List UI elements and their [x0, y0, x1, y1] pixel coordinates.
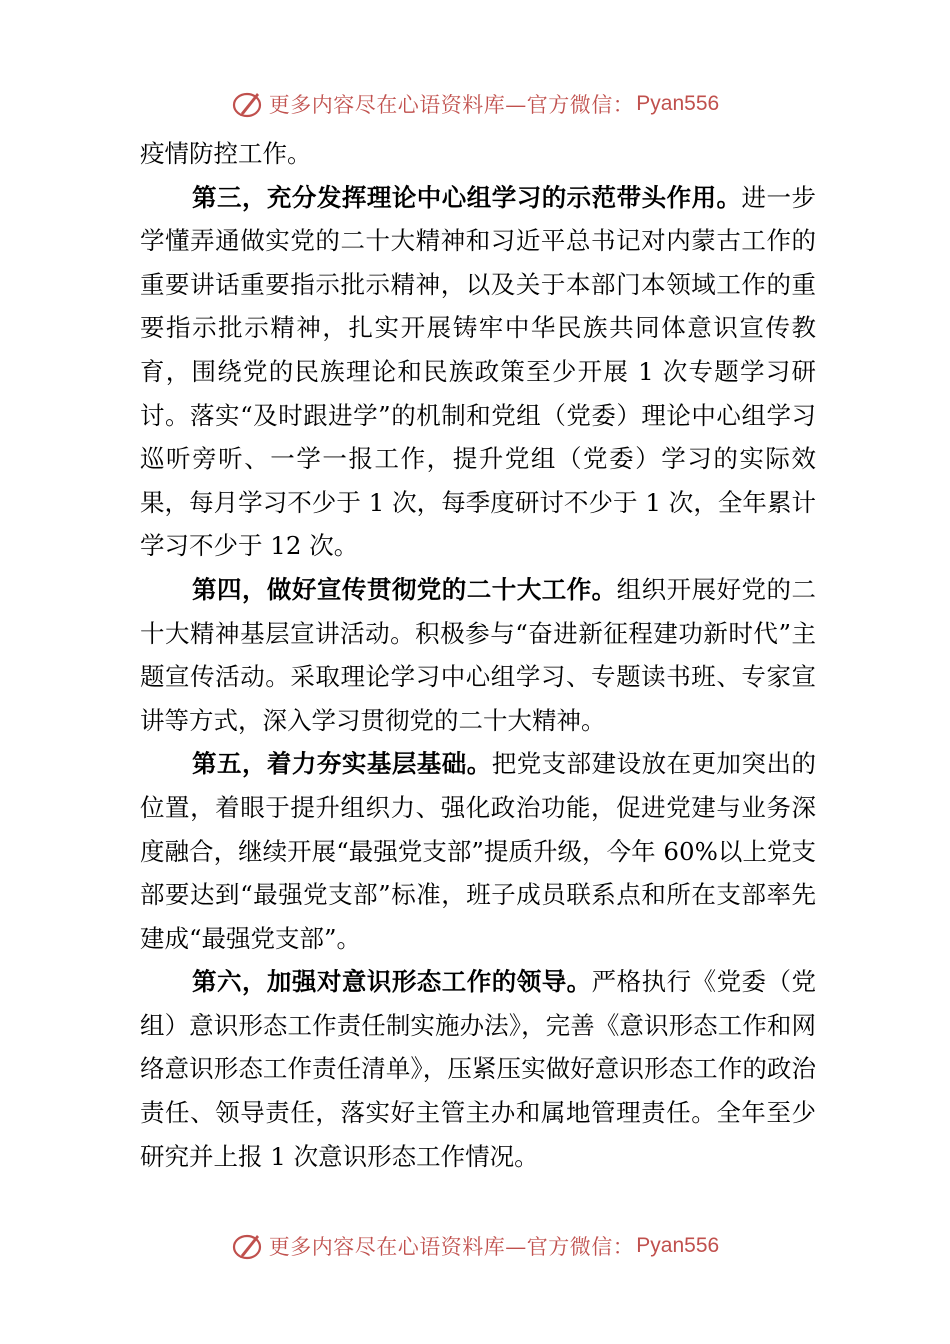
paragraph-continuation [140, 132, 816, 176]
paragraph-heading: 第四，做好宣传贯彻党的二十大工作。 [192, 574, 617, 604]
banner-wechat-id: Pyan556 [636, 1234, 720, 1257]
paragraph-heading: 第三，充分发挥理论中心组学习的示范带头作用。 [192, 182, 742, 212]
paragraph-4 [140, 568, 816, 742]
paragraph-heading: 第五，着力夯实基层基础。 [192, 749, 492, 779]
banner-wechat-id: Pyan556 [636, 92, 720, 115]
paragraph-text: 严格执行《党委（党组）意识形态工作责任制实施办法》，完善《意识形态工作和网络意识形态工作责任清单》，压紧压实做好意识形态工作的政治责任、领导责任，落实好主管主办和属地管理责任。全年至少研究并上报 1 次意识形态工作情况。 [140, 967, 817, 1171]
paragraph-5 [140, 742, 816, 960]
header-banner [0, 84, 950, 124]
paragraph-text: 组织开展好党的二十大精神基层宣讲活动。积极参与“奋进新征程建功新时代”主题宣传活动。采取理论学习中心组学习、专题读书班、专家宣讲等方式，深入学习贯彻党的二十大精神。 [140, 574, 817, 735]
paragraph-heading: 第六，加强对意识形态工作的领导。 [192, 967, 592, 997]
footer-banner [0, 1226, 950, 1266]
paragraph-text: 进一步学懂弄通做实党的二十大精神和习近平总书记对内蒙古工作的重要讲话重要指示批示精神，以及关于本部门本领域工作的重要指示批示精神，扎实开展铸牢中华民族共同体意识宣传教育，围绕党的民族理论和民族政策至少开展 1 次专题学习研讨。落实“及时跟进学”的机制和党组（党委）理论中心组学习巡听旁听、一学一报工作，提升党组（党委）学习的实际效果，每月学习不少于 1 次，每季度研讨不少于 1 次，全年累计学习不少于 12 次。 [140, 182, 817, 561]
banner-text: 更多内容尽在心语资料库—官方微信： [268, 1235, 635, 1259]
quill-pen-logo-icon [231, 87, 265, 121]
quill-pen-logo-icon [231, 1229, 265, 1263]
document-body [140, 132, 816, 1178]
banner-text: 更多内容尽在心语资料库—官方微信： [268, 93, 635, 117]
paragraph-6 [140, 960, 816, 1178]
paragraph-text: 把党支部建设放在更加突出的位置，着眼于提升组织力、强化政治功能，促进党建与业务深度融合，继续开展“最强党支部”提质升级，今年 60%以上党支部要达到“最强党支部”标准，班子成员联系点和所在支部率先建成“最强党支部”。 [140, 749, 816, 953]
paragraph-text: 疫情防控工作。 [140, 139, 312, 168]
paragraph-3 [140, 176, 816, 568]
